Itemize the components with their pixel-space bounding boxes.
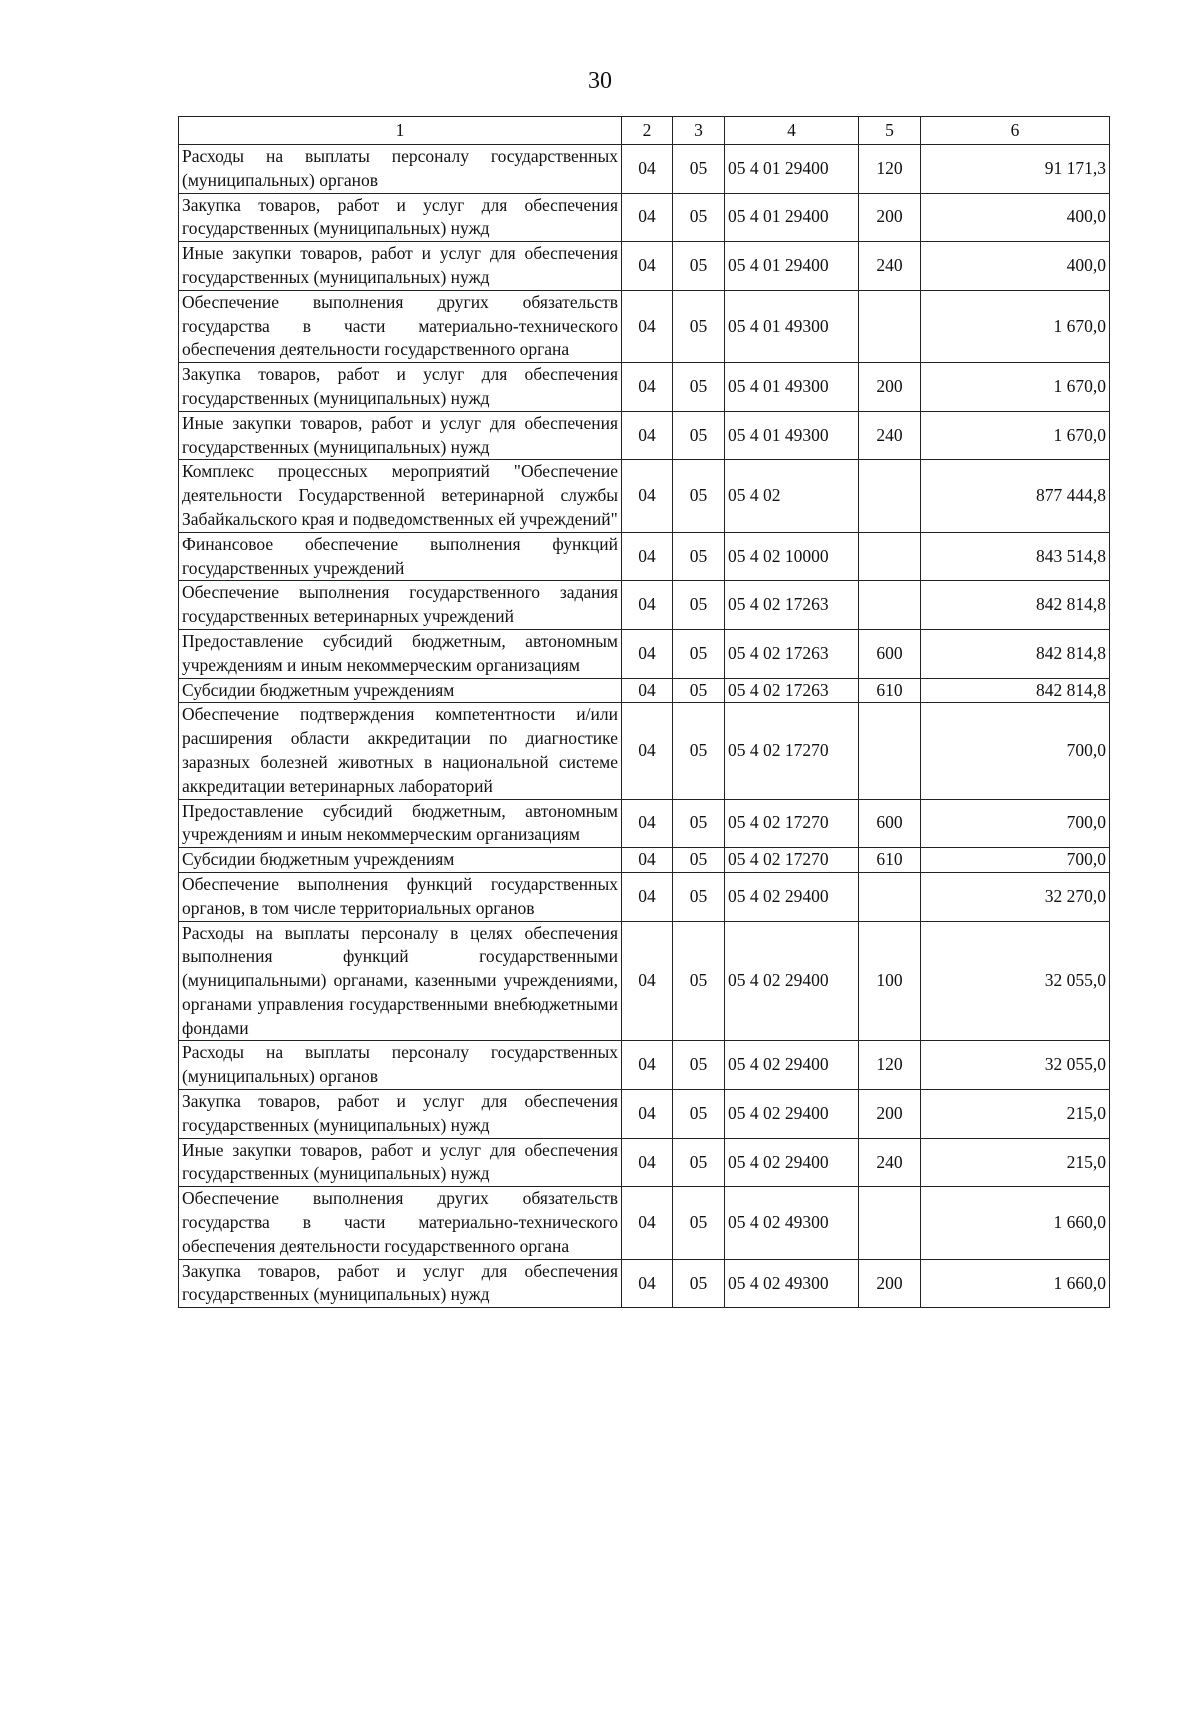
row-subsection: 05 (673, 848, 725, 873)
row-section: 04 (622, 678, 673, 703)
row-expense-type (859, 1187, 921, 1259)
header-col-3: 3 (673, 117, 725, 145)
row-target-code: 05 4 02 49300 (725, 1259, 859, 1308)
row-section: 04 (622, 921, 673, 1041)
table-row (179, 678, 1110, 703)
row-amount: 700,0 (921, 799, 1110, 848)
row-name: Субсидии бюджетным учреждениям (179, 848, 622, 873)
row-subsection: 05 (673, 290, 725, 362)
row-section: 04 (622, 363, 673, 412)
row-subsection: 05 (673, 1041, 725, 1090)
row-section: 04 (622, 1187, 673, 1259)
table-row (179, 1041, 1110, 1090)
row-target-code: 05 4 01 29400 (725, 193, 859, 242)
row-amount: 700,0 (921, 848, 1110, 873)
row-target-code: 05 4 02 29400 (725, 1090, 859, 1139)
row-target-code: 05 4 02 17270 (725, 799, 859, 848)
row-subsection: 05 (673, 799, 725, 848)
row-name: Обеспечение подтверждения компетентности и/или расширения области аккредитации по диагностике заразных болезней животных в национальной системе аккредитации ветеринарных лабораторий (179, 703, 622, 799)
row-expense-type: 200 (859, 1090, 921, 1139)
row-expense-type: 200 (859, 363, 921, 412)
table-row (179, 1259, 1110, 1308)
row-expense-type: 600 (859, 629, 921, 678)
page-number: 30 (588, 68, 612, 94)
row-target-code: 05 4 01 29400 (725, 242, 859, 291)
row-name: Расходы на выплаты персоналу в целях обеспечения выполнения функций государственными (муниципальными) органами, казенными учреждениями, органами управления государственными внебюджетными фондами (179, 921, 622, 1041)
table-row (179, 703, 1110, 799)
table-row (179, 921, 1110, 1041)
row-section: 04 (622, 411, 673, 460)
row-amount: 215,0 (921, 1090, 1110, 1139)
row-section: 04 (622, 703, 673, 799)
row-section: 04 (622, 799, 673, 848)
row-expense-type: 120 (859, 1041, 921, 1090)
table-row (179, 242, 1110, 291)
row-subsection: 05 (673, 1090, 725, 1139)
table-row (179, 1138, 1110, 1187)
row-amount: 400,0 (921, 193, 1110, 242)
row-name: Предоставление субсидий бюджетным, автономным учреждениям и иным некоммерческим организациям (179, 629, 622, 678)
row-subsection: 05 (673, 145, 725, 194)
header-col-6: 6 (921, 117, 1110, 145)
row-amount: 32 055,0 (921, 1041, 1110, 1090)
row-amount: 215,0 (921, 1138, 1110, 1187)
row-target-code: 05 4 02 29400 (725, 1138, 859, 1187)
row-name: Комплекс процессных мероприятий "Обеспечение деятельности Государственной ветеринарной службы Забайкальского края и подведомственных ей учреждений" (179, 460, 622, 532)
row-target-code: 05 4 02 17263 (725, 629, 859, 678)
row-subsection: 05 (673, 629, 725, 678)
row-amount: 1 670,0 (921, 363, 1110, 412)
row-section: 04 (622, 872, 673, 921)
row-name: Закупка товаров, работ и услуг для обеспечения государственных (муниципальных) нужд (179, 1090, 622, 1139)
table-row (179, 1187, 1110, 1259)
row-subsection: 05 (673, 703, 725, 799)
row-section: 04 (622, 1138, 673, 1187)
row-amount: 877 444,8 (921, 460, 1110, 532)
row-target-code: 05 4 02 17263 (725, 581, 859, 630)
row-expense-type: 200 (859, 193, 921, 242)
row-name: Закупка товаров, работ и услуг для обеспечения государственных (муниципальных) нужд (179, 1259, 622, 1308)
row-amount: 1 670,0 (921, 411, 1110, 460)
row-name: Иные закупки товаров, работ и услуг для обеспечения государственных (муниципальных) нужд (179, 411, 622, 460)
row-name: Финансовое обеспечение выполнения функций государственных учреждений (179, 532, 622, 581)
table-row (179, 799, 1110, 848)
row-expense-type: 120 (859, 145, 921, 194)
row-target-code: 05 4 02 10000 (725, 532, 859, 581)
row-amount: 842 814,8 (921, 581, 1110, 630)
row-amount: 843 514,8 (921, 532, 1110, 581)
row-amount: 700,0 (921, 703, 1110, 799)
table-row (179, 872, 1110, 921)
row-target-code: 05 4 02 29400 (725, 1041, 859, 1090)
row-target-code: 05 4 01 49300 (725, 411, 859, 460)
row-subsection: 05 (673, 532, 725, 581)
budget-table (178, 116, 1110, 1308)
table-row (179, 411, 1110, 460)
row-expense-type: 610 (859, 678, 921, 703)
row-target-code: 05 4 02 29400 (725, 921, 859, 1041)
row-amount: 1 660,0 (921, 1259, 1110, 1308)
row-amount: 842 814,8 (921, 629, 1110, 678)
row-name: Иные закупки товаров, работ и услуг для обеспечения государственных (муниципальных) нужд (179, 242, 622, 291)
header-col-2: 2 (622, 117, 673, 145)
row-name: Закупка товаров, работ и услуг для обеспечения государственных (муниципальных) нужд (179, 363, 622, 412)
row-target-code: 05 4 02 17270 (725, 703, 859, 799)
row-section: 04 (622, 1090, 673, 1139)
table-row (179, 363, 1110, 412)
row-amount: 32 270,0 (921, 872, 1110, 921)
row-expense-type (859, 703, 921, 799)
table-row (179, 1090, 1110, 1139)
table-row (179, 581, 1110, 630)
table-header-row (179, 117, 1110, 145)
row-expense-type (859, 290, 921, 362)
row-name: Предоставление субсидий бюджетным, автономным учреждениям и иным некоммерческим организациям (179, 799, 622, 848)
row-subsection: 05 (673, 193, 725, 242)
row-amount: 1 670,0 (921, 290, 1110, 362)
row-expense-type: 240 (859, 242, 921, 291)
row-target-code: 05 4 02 29400 (725, 872, 859, 921)
row-name: Обеспечение выполнения других обязательств государства в части материально-технического обеспечения деятельности государственного органа (179, 1187, 622, 1259)
row-name: Закупка товаров, работ и услуг для обеспечения государственных (муниципальных) нужд (179, 193, 622, 242)
row-section: 04 (622, 1041, 673, 1090)
table-row (179, 848, 1110, 873)
row-expense-type (859, 872, 921, 921)
row-section: 04 (622, 581, 673, 630)
row-subsection: 05 (673, 1138, 725, 1187)
row-section: 04 (622, 1259, 673, 1308)
row-subsection: 05 (673, 242, 725, 291)
row-section: 04 (622, 290, 673, 362)
table-row (179, 145, 1110, 194)
row-section: 04 (622, 460, 673, 532)
row-subsection: 05 (673, 678, 725, 703)
row-subsection: 05 (673, 872, 725, 921)
row-target-code: 05 4 01 49300 (725, 363, 859, 412)
row-expense-type: 240 (859, 411, 921, 460)
row-target-code: 05 4 02 17270 (725, 848, 859, 873)
row-subsection: 05 (673, 363, 725, 412)
row-subsection: 05 (673, 411, 725, 460)
row-section: 04 (622, 242, 673, 291)
row-subsection: 05 (673, 921, 725, 1041)
row-name: Обеспечение выполнения других обязательств государства в части материально-технического обеспечения деятельности государственного органа (179, 290, 622, 362)
row-section: 04 (622, 848, 673, 873)
row-target-code: 05 4 02 17263 (725, 678, 859, 703)
header-col-1: 1 (179, 117, 622, 145)
row-name: Иные закупки товаров, работ и услуг для обеспечения государственных (муниципальных) нужд (179, 1138, 622, 1187)
row-section: 04 (622, 532, 673, 581)
row-amount: 842 814,8 (921, 678, 1110, 703)
table-row (179, 460, 1110, 532)
row-expense-type (859, 460, 921, 532)
table-row (179, 629, 1110, 678)
row-amount: 1 660,0 (921, 1187, 1110, 1259)
header-col-5: 5 (859, 117, 921, 145)
table-row (179, 193, 1110, 242)
row-name: Субсидии бюджетным учреждениям (179, 678, 622, 703)
row-subsection: 05 (673, 1259, 725, 1308)
row-section: 04 (622, 629, 673, 678)
header-col-4: 4 (725, 117, 859, 145)
row-name: Обеспечение выполнения функций государственных органов, в том числе территориальных органов (179, 872, 622, 921)
row-expense-type (859, 532, 921, 581)
row-amount: 400,0 (921, 242, 1110, 291)
row-target-code: 05 4 02 (725, 460, 859, 532)
row-name: Расходы на выплаты персоналу государственных (муниципальных) органов (179, 145, 622, 194)
row-target-code: 05 4 01 29400 (725, 145, 859, 194)
row-expense-type (859, 581, 921, 630)
table-row (179, 532, 1110, 581)
row-name: Обеспечение выполнения государственного задания государственных ветеринарных учреждений (179, 581, 622, 630)
row-target-code: 05 4 01 49300 (725, 290, 859, 362)
row-expense-type: 200 (859, 1259, 921, 1308)
row-expense-type: 610 (859, 848, 921, 873)
row-subsection: 05 (673, 581, 725, 630)
row-expense-type: 100 (859, 921, 921, 1041)
row-expense-type: 240 (859, 1138, 921, 1187)
row-section: 04 (622, 145, 673, 194)
table-row (179, 290, 1110, 362)
row-name: Расходы на выплаты персоналу государственных (муниципальных) органов (179, 1041, 622, 1090)
row-subsection: 05 (673, 1187, 725, 1259)
row-expense-type: 600 (859, 799, 921, 848)
row-section: 04 (622, 193, 673, 242)
row-amount: 32 055,0 (921, 921, 1110, 1041)
row-subsection: 05 (673, 460, 725, 532)
row-amount: 91 171,3 (921, 145, 1110, 194)
row-target-code: 05 4 02 49300 (725, 1187, 859, 1259)
table-body (179, 145, 1110, 1308)
